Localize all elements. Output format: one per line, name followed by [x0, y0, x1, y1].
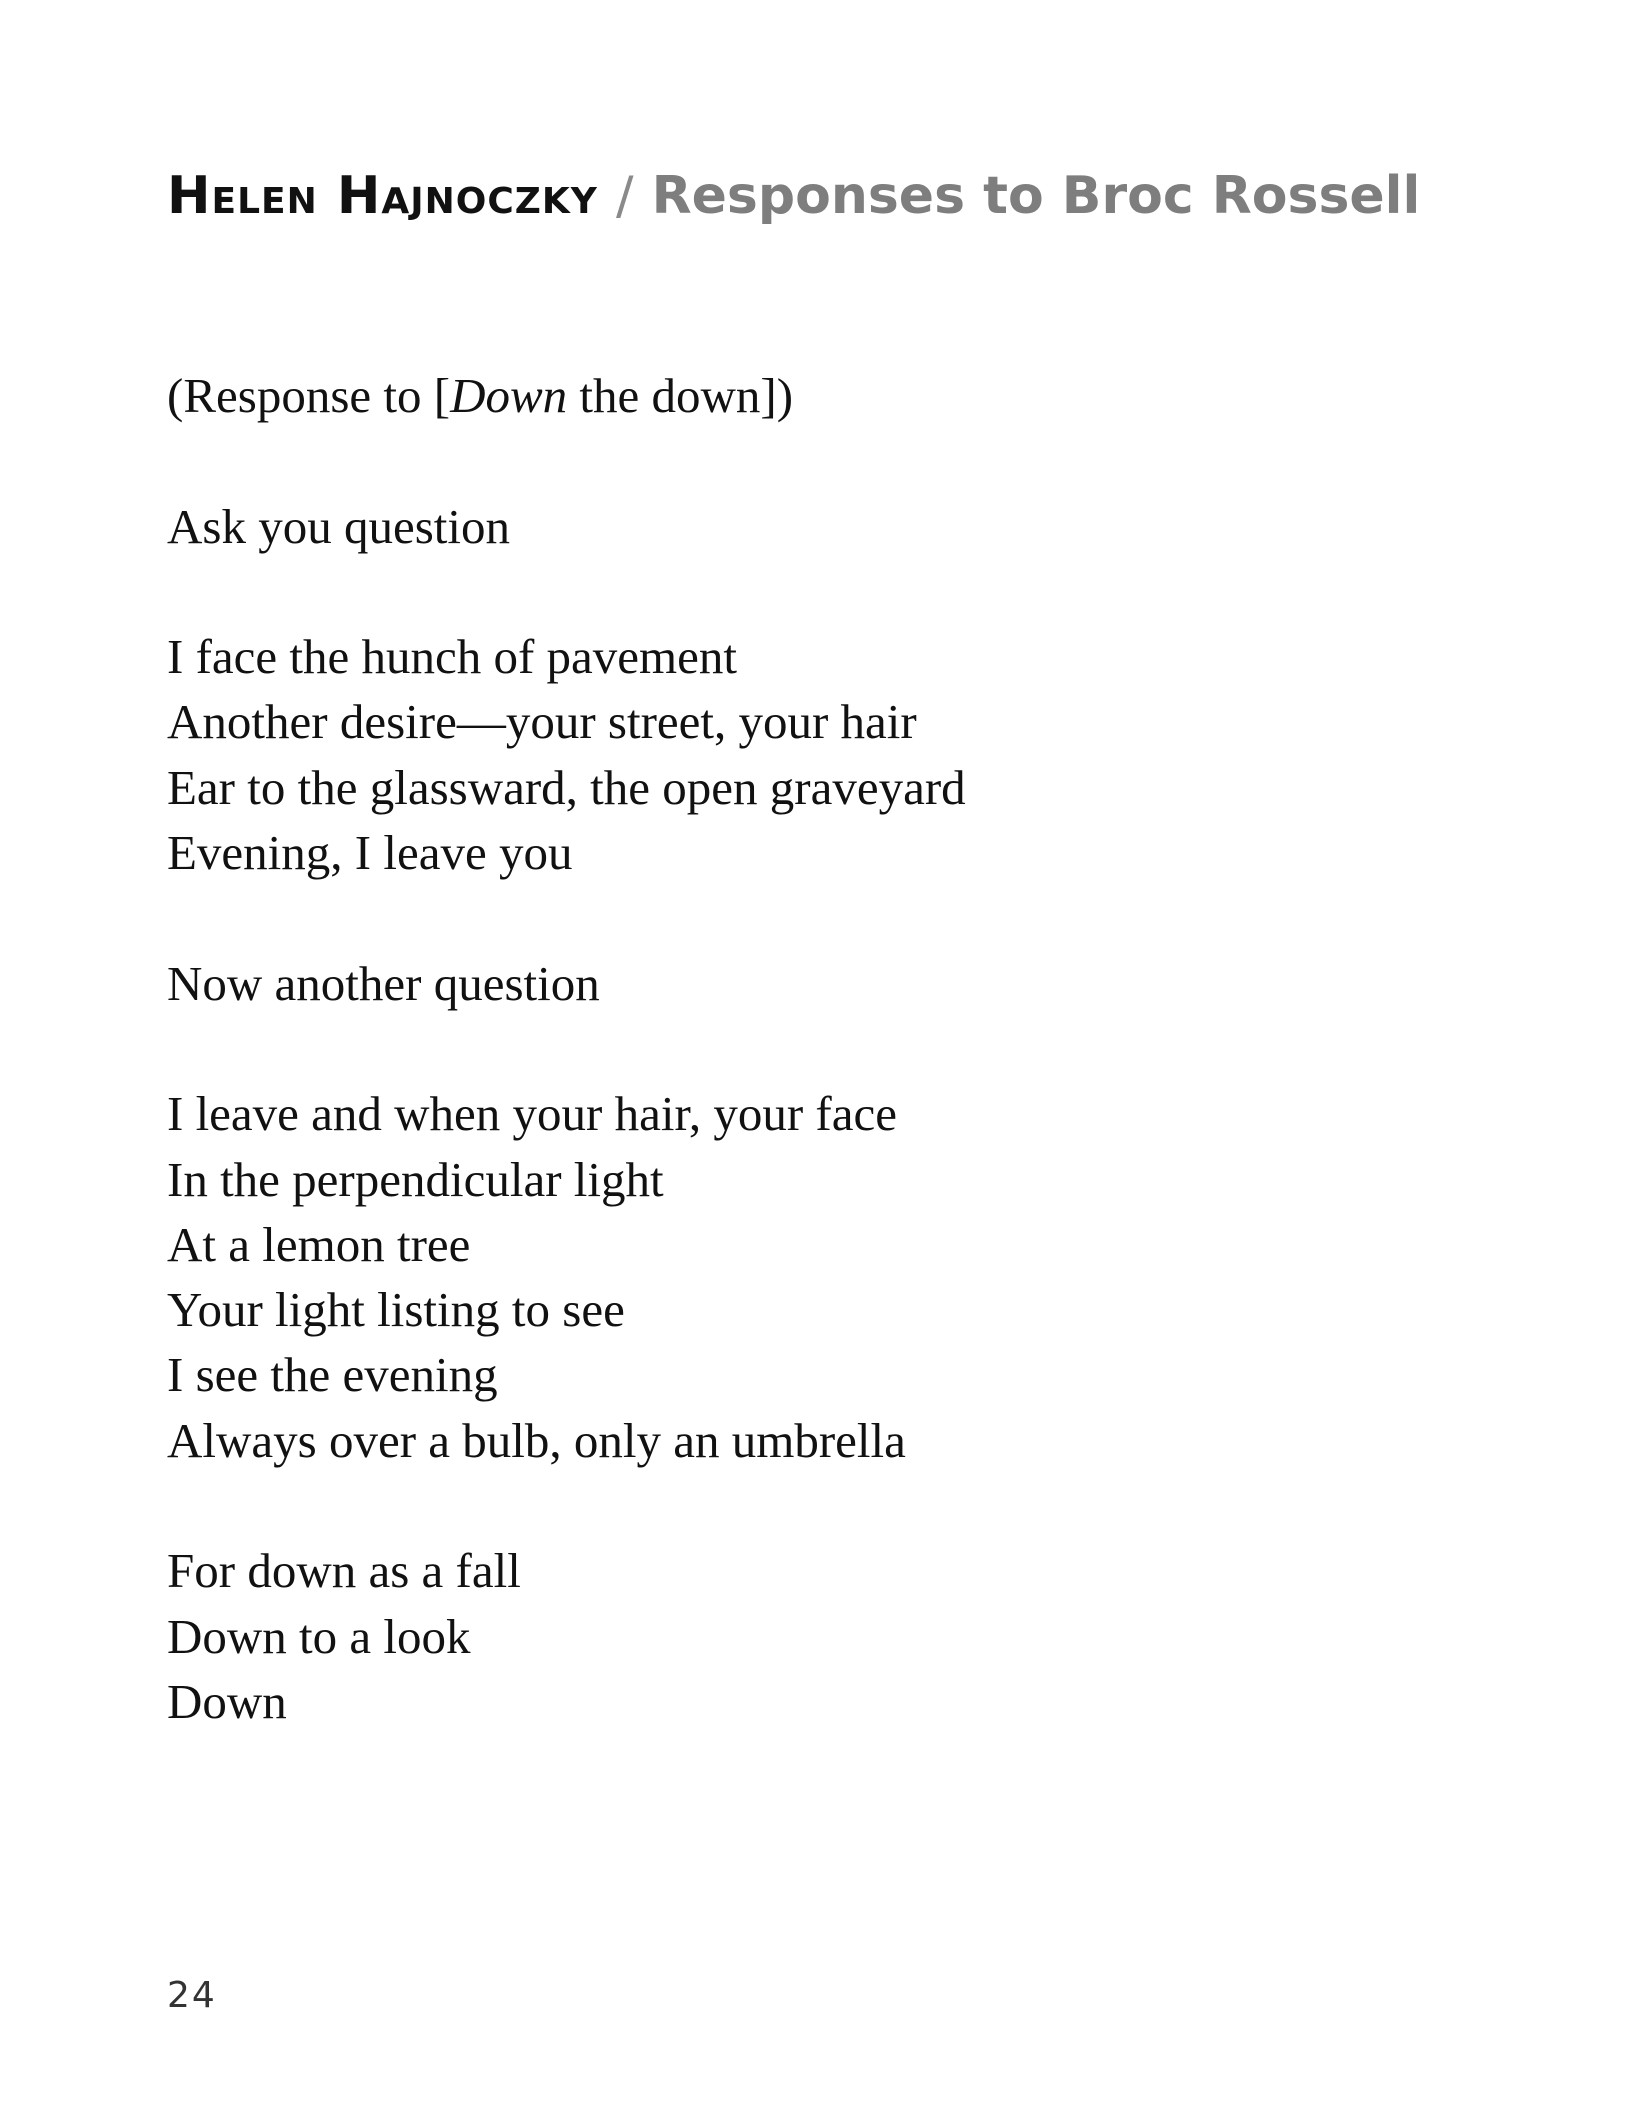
- poem-line: For down as a fall: [167, 1543, 521, 1599]
- poem-line: Evening, I leave you: [167, 825, 573, 881]
- stanza-3: [167, 951, 1467, 1016]
- poem-line: Another desire—your street, your hair: [167, 694, 917, 750]
- stanza-2: [167, 624, 1467, 885]
- page-header: [167, 160, 1420, 232]
- poem-line: I leave and when your hair, your face: [167, 1086, 897, 1142]
- poem-title-italic: Down: [450, 368, 568, 423]
- poem-body: [167, 363, 1467, 1800]
- poem-line: Ear to the glassward, the open graveyard: [167, 759, 966, 815]
- poem-line: Now another question: [167, 955, 600, 1011]
- poem-line: Your light listing to see: [167, 1282, 625, 1338]
- poem-title-prefix: (Response to [: [167, 368, 451, 423]
- poem-title-suffix: the down]): [567, 368, 794, 423]
- poem-title: [167, 363, 1467, 428]
- poem-line: Always over a bulb, only an umbrella: [167, 1412, 906, 1468]
- stanza-4: [167, 1081, 1467, 1473]
- poem-line: In the perpendicular light: [167, 1151, 664, 1207]
- poem-line: Down: [167, 1673, 287, 1729]
- page-number: 24: [167, 1975, 217, 2016]
- poem-line: Ask you question: [167, 498, 510, 554]
- poem-line: Down to a look: [167, 1608, 471, 1664]
- stanza-5: [167, 1538, 1467, 1734]
- author-name: Helen Hajnoczky: [167, 166, 598, 226]
- stanza-1: [167, 494, 1467, 559]
- poem-line: At a lemon tree: [167, 1216, 471, 1272]
- poem-title-line: [167, 363, 1467, 428]
- poem-line: I see the evening: [167, 1347, 498, 1403]
- poem-line: I face the hunch of pavement: [167, 629, 738, 685]
- header-separator: /: [615, 166, 634, 226]
- header-subtitle: Responses to Broc Rossell: [651, 166, 1421, 226]
